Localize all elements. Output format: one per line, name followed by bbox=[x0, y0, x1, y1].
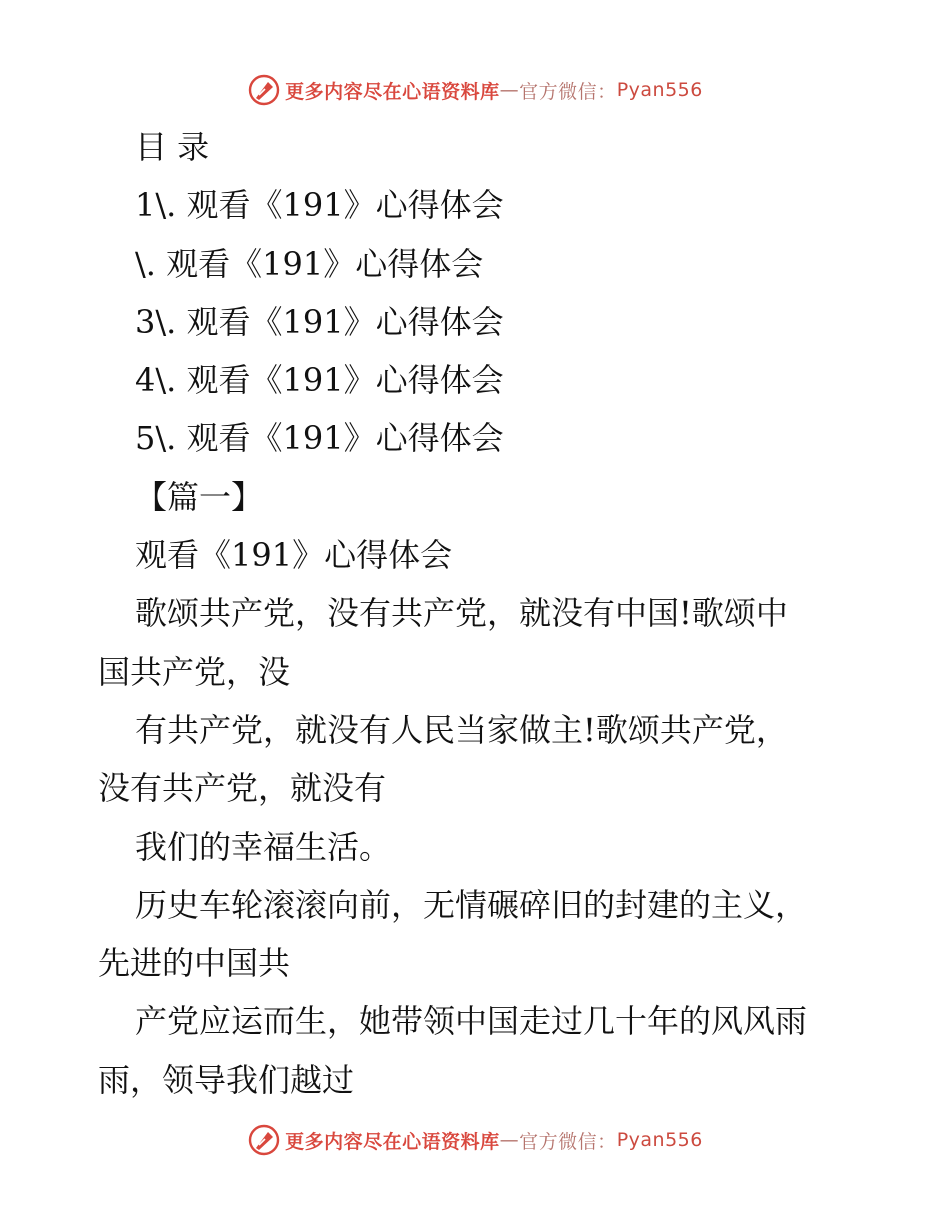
document-body bbox=[98, 118, 858, 1109]
toc-item-1: 1\. 观看《191》心得体会 bbox=[135, 186, 504, 225]
banner-wechat-label: 官方微信： bbox=[519, 1130, 617, 1153]
toc-item-3: 3\. 观看《191》心得体会 bbox=[135, 302, 504, 341]
toc-item-5: 5\. 观看《191》心得体会 bbox=[135, 419, 504, 458]
banner-wechat-id: Pyan556 bbox=[616, 1129, 703, 1151]
banner-separator: — bbox=[499, 1129, 520, 1151]
section-label: 【篇一】 bbox=[135, 477, 264, 516]
paragraph-line: 雨，领导我们越过 bbox=[98, 1060, 355, 1099]
toc-title: 目 录 bbox=[135, 128, 210, 166]
paragraph-line: 国共产党，没 bbox=[98, 652, 291, 691]
paragraph-line: 我们的幸福生活。 bbox=[135, 827, 392, 866]
footer-banner bbox=[0, 1120, 950, 1160]
banner-main-text: 更多内容尽在心语资料库 bbox=[285, 1130, 500, 1153]
paragraph-line: 先进的中国共 bbox=[98, 944, 291, 983]
paragraph-line: 历史车轮滚滚向前，无情碾碎旧的封建的主义， bbox=[135, 885, 808, 924]
banner-wechat-id: Pyan556 bbox=[616, 79, 703, 101]
toc-item-2: \. 观看《191》心得体会 bbox=[135, 244, 484, 283]
header-banner bbox=[0, 70, 950, 110]
banner-wechat-label: 官方微信： bbox=[519, 80, 617, 103]
pen-nib-logo-icon bbox=[247, 1123, 281, 1157]
pen-nib-logo-icon bbox=[247, 73, 281, 107]
banner-separator: — bbox=[499, 79, 520, 101]
paragraph-line: 产党应运而生，她带领中国走过几十年的风风雨 bbox=[135, 1002, 808, 1041]
toc-item-4: 4\. 观看《191》心得体会 bbox=[135, 361, 504, 400]
paragraph-line: 歌颂共产党，没有共产党，就没有中国!歌颂中 bbox=[135, 594, 788, 633]
paragraph-line: 没有共产党，就没有 bbox=[98, 769, 387, 808]
paragraph-line: 有共产党，就没有人民当家做主!歌颂共产党， bbox=[135, 710, 788, 749]
section-title: 观看《191》心得体会 bbox=[135, 536, 453, 575]
banner-main-text: 更多内容尽在心语资料库 bbox=[285, 80, 500, 103]
